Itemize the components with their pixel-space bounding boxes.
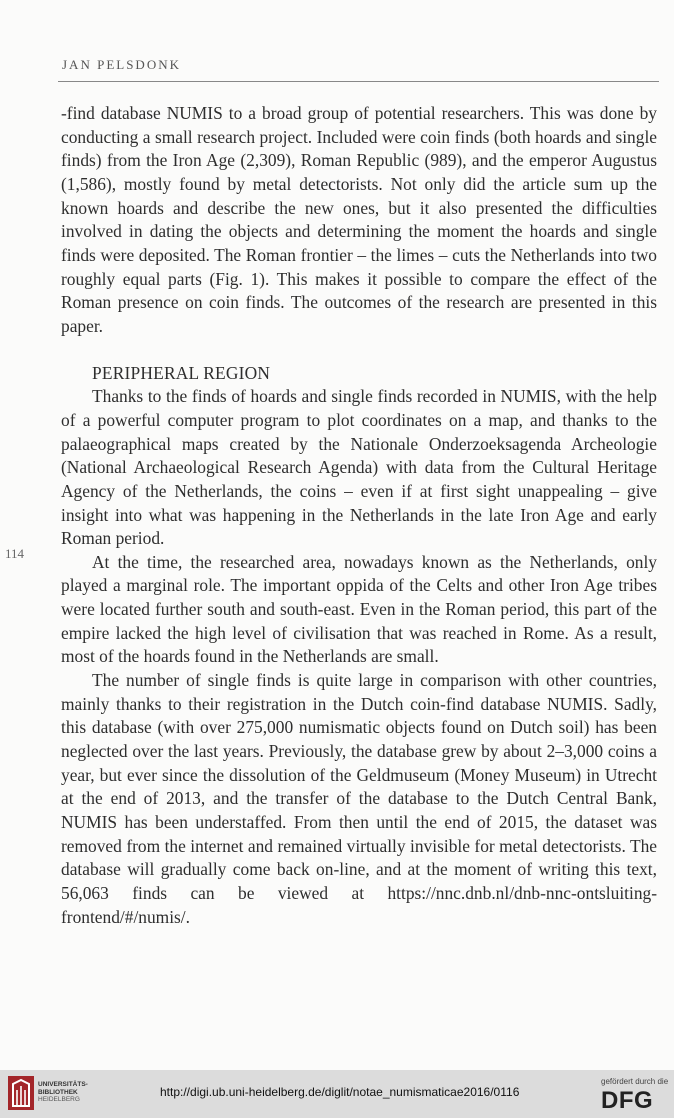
paragraph-numis-maps: Thanks to the finds of hoards and single finds recorded in NUMIS, with the help of a powerful computer program to plot coordinates on a map, and thanks to the palaeographical maps created by the Nationale Onderzoeksagenda Archeologie (National Archaeological Research Agenda) with data from the Cultural Heritage Agency of the Netherlands, the coins – even if at first sight unappealing – give insight into what was happening in the Netherlands in the late Iron Age and early Roman period.	[61, 386, 657, 549]
header-rule	[58, 81, 659, 82]
library-name-line3: HEIDELBERG	[38, 1096, 80, 1103]
paragraph-intro: -find database NUMIS to a broad group of potential researchers. This was done by conducting a small research project. Included were coin finds (both hoards and single finds) from the Iron Age (2,309), Roman Republic (989), and the emperor Augustus (1,586), mostly found by metal detectorists. Not only did the article sum up the known hoards and describe the new ones, but it also presented the difficulties involved in dating the objects and determining the moment the hoards and single finds were deposited. The Roman frontier – the limes – cuts the Netherlands into two roughly equal parts (Fig. 1). This makes it possible to compare the effect of the Roman presence on coin finds. The outcomes of the research are presented in this paper.	[61, 103, 657, 336]
page-number: 114	[5, 546, 25, 561]
paragraph-single-finds: The number of single finds is quite large in comparison with other countries, mainly thanks to their registration in the Dutch coin-find database NUMIS. Sadly, this database (with over 275,000 numismatic objects found on Dutch soil) has been neglected over the last years. Previously, the database grew by about 2–3,000 coins a year, but ever since the dissolution of the Geldmuseum (Money Museum) in Utrecht at the end of 2013, and the transfer of the database to the Dutch Central Bank, NUMIS has been understaffed. From then until the end of 2015, the dataset was removed from the internet and remained virtually invisible for metal detectorists. The database will gradually come back on-line, and at the moment of writing this text, 56,063 finds can be viewed at https://nnc.dnb.nl/dnb-nnc-ontsluiting-frontend/#/numis/.	[61, 670, 657, 927]
article-body	[61, 102, 657, 929]
section-heading: PERIPHERAL REGION	[92, 362, 271, 383]
dfg-logo: DFG	[601, 1087, 654, 1114]
paragraph-marginal-role: At the time, the researched area, nowadays known as the Netherlands, only played a marginal role. The important oppida of the Celts and other Iron Age tribes were located further south and south-east. Even in the Roman period, this part of the empire lacked the high level of civilisation that was reached in Rome. As a result, most of the hoards found in the Netherlands are small.	[61, 551, 657, 667]
digitization-footer	[0, 1070, 674, 1118]
university-library-name	[38, 1081, 88, 1104]
funded-by-label: gefördert durch die	[601, 1077, 669, 1086]
source-url-link[interactable]: http://digi.ub.uni-heidelberg.de/diglit/notae_numismaticae2016/0116	[160, 1085, 520, 1099]
university-library-logo-icon	[8, 1076, 34, 1110]
running-head: JAN PELSDONK	[62, 57, 181, 72]
library-name-line1: UNIVERSITÄTS-	[38, 1081, 88, 1088]
library-name-line2: BIBLIOTHEK	[38, 1088, 78, 1096]
